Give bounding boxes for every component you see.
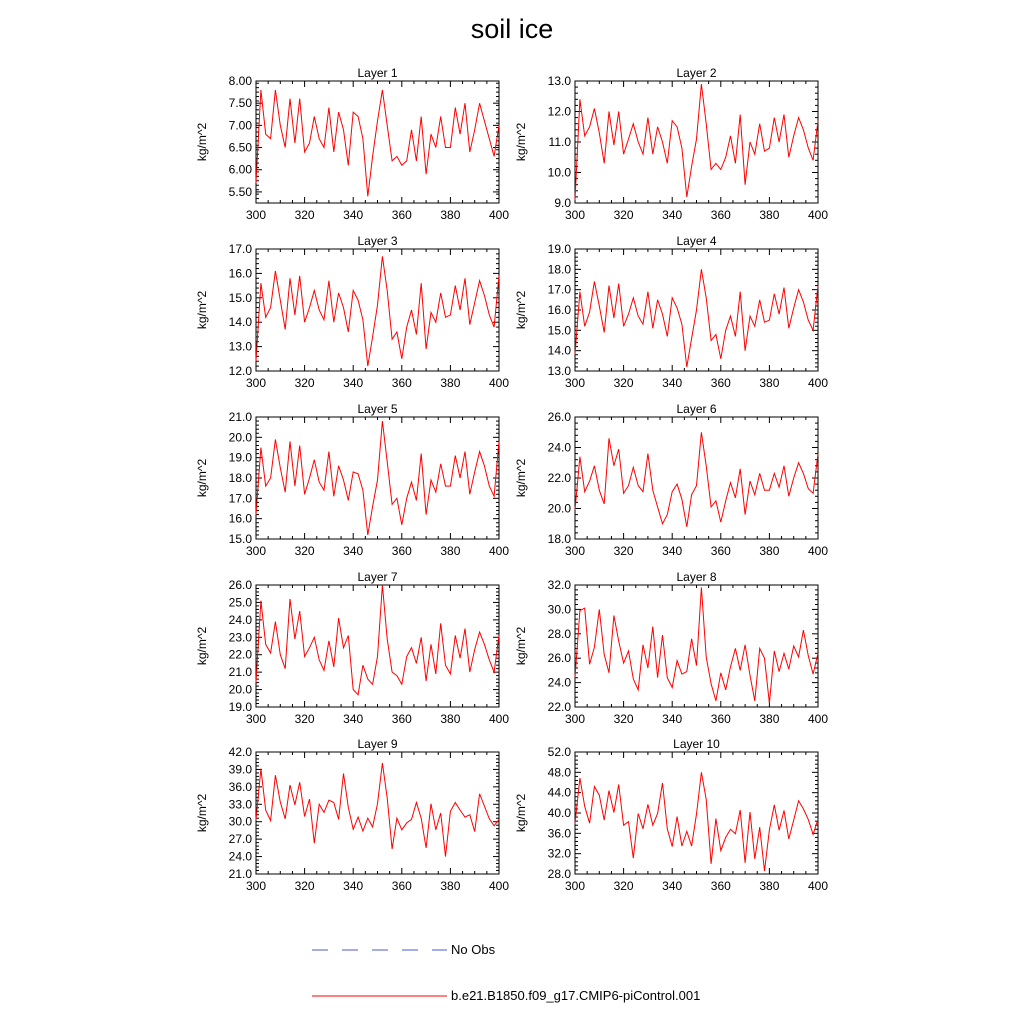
- y-tick-label: 16.0: [228, 266, 252, 281]
- y-tick-label: 8.00: [228, 74, 252, 88]
- x-tick-label: 340: [662, 376, 683, 390]
- y-tick-label: 13.0: [547, 364, 571, 378]
- x-tick-label: 360: [710, 879, 731, 893]
- panel-layer-5: [195, 402, 509, 558]
- x-tick-label: 340: [662, 544, 683, 558]
- legend-obs-label: No Obs: [451, 942, 496, 957]
- x-tick-label: 360: [391, 544, 412, 558]
- plot-frame: [256, 249, 499, 371]
- series-line: [256, 256, 499, 366]
- x-tick-label: 300: [564, 376, 586, 390]
- x-tick-label: 300: [564, 544, 586, 558]
- x-tick-label: 320: [294, 208, 315, 222]
- x-tick-label: 400: [488, 376, 510, 390]
- x-tick-label: 360: [391, 712, 412, 726]
- x-tick-label: 380: [440, 208, 461, 222]
- y-tick-label: 39.0: [228, 762, 252, 777]
- series-line: [256, 763, 499, 857]
- y-tick-label: 9.0: [554, 196, 571, 210]
- series-line: [256, 90, 499, 196]
- panel-title: Layer 4: [676, 234, 717, 248]
- y-axis-label: kg/m^2: [195, 122, 209, 162]
- page-title: soil ice: [470, 14, 554, 44]
- panel-title: Layer 1: [357, 66, 398, 80]
- y-tick-label: 21.0: [228, 665, 252, 680]
- y-tick-label: 26.0: [547, 410, 571, 424]
- legend-model-label: b.e21.B1850.f09_g17.CMIP6-piControl.001: [451, 988, 701, 1003]
- x-tick-label: 320: [613, 376, 634, 390]
- y-tick-label: 26.0: [228, 578, 252, 592]
- x-tick-label: 380: [759, 879, 780, 893]
- series-line: [575, 587, 818, 703]
- panel-layer-2: [514, 66, 828, 222]
- y-tick-label: 14.0: [228, 315, 252, 330]
- series-line: [575, 432, 818, 527]
- x-tick-label: 340: [662, 712, 683, 726]
- y-tick-label: 33.0: [228, 797, 252, 812]
- x-tick-label: 400: [807, 879, 829, 893]
- y-tick-label: 19.0: [547, 242, 571, 256]
- x-tick-label: 340: [343, 544, 364, 558]
- y-tick-label: 19.0: [228, 450, 252, 465]
- y-tick-label: 25.0: [228, 595, 252, 610]
- x-tick-label: 300: [564, 712, 586, 726]
- x-tick-label: 300: [245, 208, 267, 222]
- y-tick-label: 32.0: [547, 846, 571, 861]
- x-tick-label: 380: [440, 376, 461, 390]
- y-tick-label: 42.0: [228, 745, 252, 759]
- y-tick-label: 28.0: [547, 867, 571, 881]
- series-line: [575, 772, 818, 871]
- y-tick-label: 17.0: [547, 282, 571, 297]
- y-tick-label: 12.0: [228, 364, 252, 378]
- y-tick-label: 15.0: [547, 323, 571, 338]
- y-axis-label: kg/m^2: [195, 793, 209, 833]
- x-tick-label: 340: [343, 208, 364, 222]
- x-tick-label: 300: [245, 712, 267, 726]
- x-tick-label: 400: [488, 879, 510, 893]
- y-tick-label: 18.0: [547, 532, 571, 546]
- panel-layer-10: [514, 737, 828, 893]
- x-tick-label: 320: [613, 544, 634, 558]
- x-tick-label: 300: [564, 879, 586, 893]
- x-tick-label: 380: [440, 712, 461, 726]
- x-tick-label: 320: [294, 376, 315, 390]
- panel-layer-3: [195, 234, 509, 390]
- series-line: [256, 421, 499, 535]
- x-tick-label: 360: [710, 376, 731, 390]
- y-tick-label: 6.00: [228, 162, 252, 177]
- y-axis-label: kg/m^2: [514, 290, 528, 330]
- series-line: [575, 84, 818, 200]
- plot-frame: [575, 81, 818, 203]
- x-tick-label: 400: [488, 712, 510, 726]
- y-tick-label: 22.0: [547, 700, 571, 714]
- y-tick-label: 20.0: [228, 682, 252, 697]
- y-tick-label: 36.0: [228, 779, 252, 794]
- y-tick-label: 7.00: [228, 118, 252, 133]
- y-tick-label: 7.50: [228, 96, 252, 111]
- y-axis-label: kg/m^2: [195, 290, 209, 330]
- y-tick-label: 26.0: [547, 651, 571, 666]
- y-axis-label: kg/m^2: [514, 458, 528, 498]
- x-tick-label: 340: [343, 376, 364, 390]
- panel-layer-4: [514, 234, 828, 390]
- x-tick-label: 320: [613, 712, 634, 726]
- y-tick-label: 6.50: [228, 140, 252, 155]
- x-tick-label: 380: [759, 376, 780, 390]
- y-axis-label: kg/m^2: [514, 626, 528, 666]
- panel-title: Layer 6: [676, 402, 717, 416]
- y-tick-label: 16.0: [228, 511, 252, 526]
- y-tick-label: 24.0: [228, 849, 252, 864]
- x-tick-label: 320: [294, 879, 315, 893]
- y-tick-label: 32.0: [547, 578, 571, 592]
- y-axis-label: kg/m^2: [195, 626, 209, 666]
- y-tick-label: 10.0: [547, 165, 571, 180]
- panel-title: Layer 3: [357, 234, 398, 248]
- panel-layer-1: [195, 66, 509, 222]
- x-tick-label: 300: [564, 208, 586, 222]
- x-tick-label: 400: [807, 208, 829, 222]
- y-tick-label: 22.0: [547, 471, 571, 485]
- x-tick-label: 380: [759, 712, 780, 726]
- y-tick-label: 17.0: [228, 491, 252, 506]
- y-tick-label: 11.0: [548, 135, 571, 149]
- series-line: [256, 585, 499, 695]
- y-axis-label: kg/m^2: [195, 458, 209, 498]
- y-tick-label: 17.0: [228, 242, 252, 256]
- x-tick-label: 300: [245, 376, 267, 390]
- panel-title: Layer 2: [676, 66, 717, 80]
- x-tick-label: 400: [807, 712, 829, 726]
- y-tick-label: 12.0: [547, 104, 571, 119]
- y-tick-label: 14.0: [547, 343, 571, 358]
- panel-title: Layer 10: [673, 737, 720, 751]
- x-tick-label: 340: [343, 879, 364, 893]
- y-tick-label: 27.0: [228, 832, 252, 847]
- y-tick-label: 15.0: [228, 290, 252, 305]
- x-tick-label: 320: [294, 544, 315, 558]
- x-tick-label: 340: [662, 879, 683, 893]
- panel-title: Layer 9: [357, 737, 398, 751]
- y-tick-label: 21.0: [228, 410, 252, 424]
- x-tick-label: 400: [488, 208, 510, 222]
- panel-title: Layer 7: [357, 570, 398, 584]
- y-tick-label: 23.0: [228, 630, 252, 645]
- x-tick-label: 360: [391, 376, 412, 390]
- x-tick-label: 400: [807, 544, 829, 558]
- x-tick-label: 320: [613, 879, 634, 893]
- x-tick-label: 380: [759, 544, 780, 558]
- x-tick-label: 340: [662, 208, 683, 222]
- y-tick-label: 16.0: [547, 303, 571, 317]
- y-axis-label: kg/m^2: [514, 122, 528, 162]
- y-tick-label: 15.0: [228, 532, 252, 546]
- y-tick-label: 19.0: [228, 700, 252, 714]
- x-tick-label: 400: [488, 544, 510, 558]
- y-tick-label: 28.0: [547, 626, 571, 641]
- y-tick-label: 13.0: [228, 339, 252, 354]
- y-tick-label: 24.0: [547, 675, 571, 690]
- x-tick-label: 360: [710, 712, 731, 726]
- x-tick-label: 320: [294, 712, 315, 726]
- x-tick-label: 360: [710, 544, 731, 558]
- y-tick-label: 18.0: [547, 262, 571, 277]
- y-tick-label: 30.0: [228, 814, 252, 829]
- panel-layer-7: [195, 570, 509, 726]
- x-tick-label: 340: [343, 712, 364, 726]
- x-tick-label: 380: [440, 544, 461, 558]
- x-tick-label: 360: [391, 208, 412, 222]
- x-tick-label: 320: [613, 208, 634, 222]
- y-tick-label: 18.0: [228, 471, 252, 485]
- y-tick-label: 13.0: [547, 74, 571, 88]
- x-tick-label: 360: [391, 879, 412, 893]
- x-tick-label: 360: [710, 208, 731, 222]
- y-tick-label: 20.0: [547, 501, 571, 516]
- y-tick-label: 52.0: [547, 745, 571, 759]
- panel-layer-6: [514, 402, 828, 558]
- y-tick-label: 24.0: [547, 440, 571, 455]
- y-tick-label: 21.0: [228, 867, 252, 881]
- y-tick-label: 30.0: [547, 602, 571, 617]
- y-tick-label: 44.0: [547, 785, 571, 800]
- plot-frame: [256, 81, 499, 203]
- y-axis-label: kg/m^2: [514, 793, 528, 833]
- panel-title: Layer 8: [676, 570, 717, 584]
- y-tick-label: 24.0: [228, 612, 252, 627]
- y-tick-label: 40.0: [547, 806, 571, 820]
- panel-layer-8: [514, 570, 828, 726]
- x-tick-label: 380: [440, 879, 461, 893]
- y-tick-label: 48.0: [547, 765, 571, 780]
- y-tick-label: 5.50: [228, 184, 252, 199]
- y-tick-label: 36.0: [547, 826, 571, 841]
- x-tick-label: 300: [245, 879, 267, 893]
- panel-layer-9: [195, 737, 509, 893]
- panel-title: Layer 5: [357, 402, 398, 416]
- y-tick-label: 22.0: [228, 647, 252, 662]
- x-tick-label: 380: [759, 208, 780, 222]
- series-line: [575, 269, 818, 367]
- y-tick-label: 20.0: [228, 430, 252, 445]
- x-tick-label: 300: [245, 544, 267, 558]
- x-tick-label: 400: [807, 376, 829, 390]
